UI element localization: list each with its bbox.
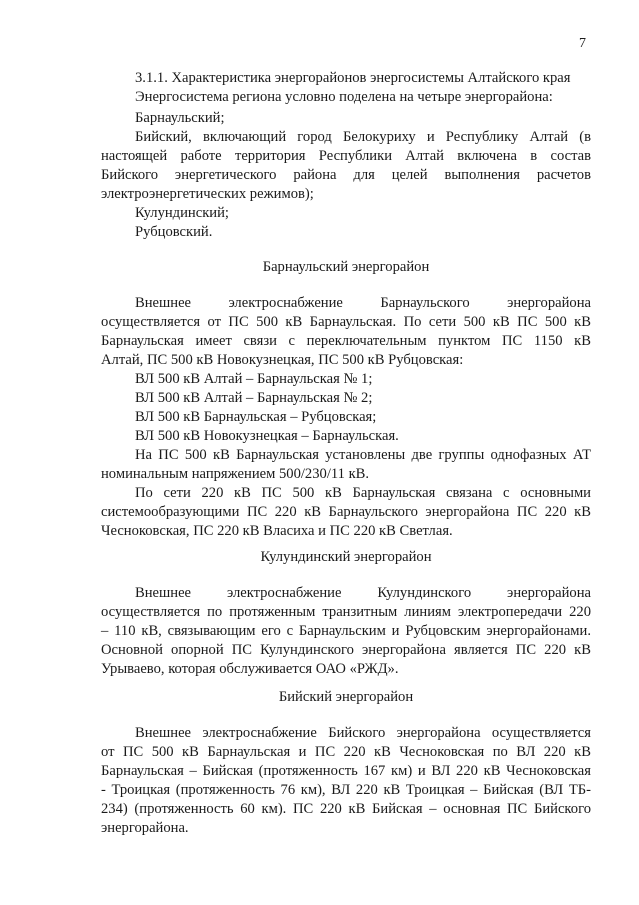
- text-line: На ПС 500 кВ Барнаульская установлены две группы однофазных АТ: [135, 447, 591, 463]
- page-number: 7: [579, 36, 586, 51]
- text-line: 234) (протяженность 60 км). ПС 220 кВ Бийская – основная ПС Бийского: [101, 801, 591, 817]
- text-line: Чесноковская, ПС 220 кВ Власиха и ПС 220 кВ Светлая.: [101, 523, 453, 539]
- subsection-heading: Кулундинский энергорайон: [260, 549, 432, 565]
- list-item: Кулундинский;: [135, 205, 229, 221]
- list-item: Рубцовский.: [135, 224, 213, 240]
- list-item: ВЛ 500 кВ Алтай – Барнаульская № 1;: [135, 371, 373, 387]
- text-line: Алтай, ПС 500 кВ Новокузнецкая, ПС 500 кВ Рубцовская:: [101, 352, 464, 368]
- text-line: номинальным напряжением 500/230/11 кВ.: [101, 466, 370, 482]
- text-line: Внешнее электроснабжение Кулундинского энергорайона: [135, 585, 591, 601]
- text-line: Бийского энергетического района для целей выполнения расчетов: [101, 167, 591, 183]
- list-item: ВЛ 500 кВ Алтай – Барнаульская № 2;: [135, 390, 373, 406]
- text-line: настоящей работе территория Республики Алтай включена в состав: [101, 148, 591, 164]
- section-heading: 3.1.1. Характеристика энергорайонов энергосистемы Алтайского края: [135, 70, 571, 86]
- text-line: электроэнергетических режимов);: [101, 186, 314, 202]
- text-line: Внешнее электроснабжение Барнаульского энергорайона: [135, 295, 591, 311]
- list-item: ВЛ 500 кВ Новокузнецкая – Барнаульская.: [135, 428, 399, 444]
- text-line: осуществляется от ПС 500 кВ Барнаульская. По сети 500 кВ ПС 500 кВ: [101, 314, 591, 330]
- text-line: осуществляется по протяженным транзитным линиям электропередачи 220: [101, 604, 591, 620]
- subsection-heading: Бийский энергорайон: [278, 689, 414, 705]
- list-item: Бийский, включающий город Белокуриху и Республику Алтай (в: [135, 129, 591, 145]
- text-line: – 110 кВ, связывающим его с Барнаульским и Рубцовским энергорайонами.: [101, 623, 591, 639]
- text-line: Урываево, которая обслуживается ОАО «РЖД».: [101, 661, 399, 677]
- text-line: По сети 220 кВ ПС 500 кВ Барнаульская связана с основными: [135, 485, 591, 501]
- text-line: от ПС 500 кВ Барнаульская и ПС 220 кВ Чесноковская по ВЛ 220 кВ: [101, 744, 591, 760]
- subsection-heading: Барнаульский энергорайон: [262, 259, 430, 275]
- text-line: Основной опорной ПС Кулундинского энергорайона является ПС 220 кВ: [101, 642, 591, 658]
- list-item: ВЛ 500 кВ Барнаульская – Рубцовская;: [135, 409, 377, 425]
- text-line: Внешнее электроснабжение Бийского энергорайона осуществляется: [135, 725, 591, 741]
- text-line: энергорайона.: [101, 820, 189, 836]
- text-line: системообразующими ПС 220 кВ Барнаульского энергорайона ПС 220 кВ: [101, 504, 591, 520]
- text-line: Барнаульская – Бийская (протяженность 167 км) и ВЛ 220 кВ Чесноковская: [101, 763, 591, 779]
- text-line: Барнаульская имеет связи с переключательным пунктом ПС 1150 кВ: [101, 333, 591, 349]
- list-item: Барнаульский;: [135, 110, 225, 126]
- text-line: - Троицкая (протяженность 76 км), ВЛ 220 кВ Троицкая – Бийская (ВЛ ТБ-: [101, 782, 591, 798]
- text-line: Энергосистема региона условно поделена на четыре энергорайона:: [135, 89, 553, 105]
